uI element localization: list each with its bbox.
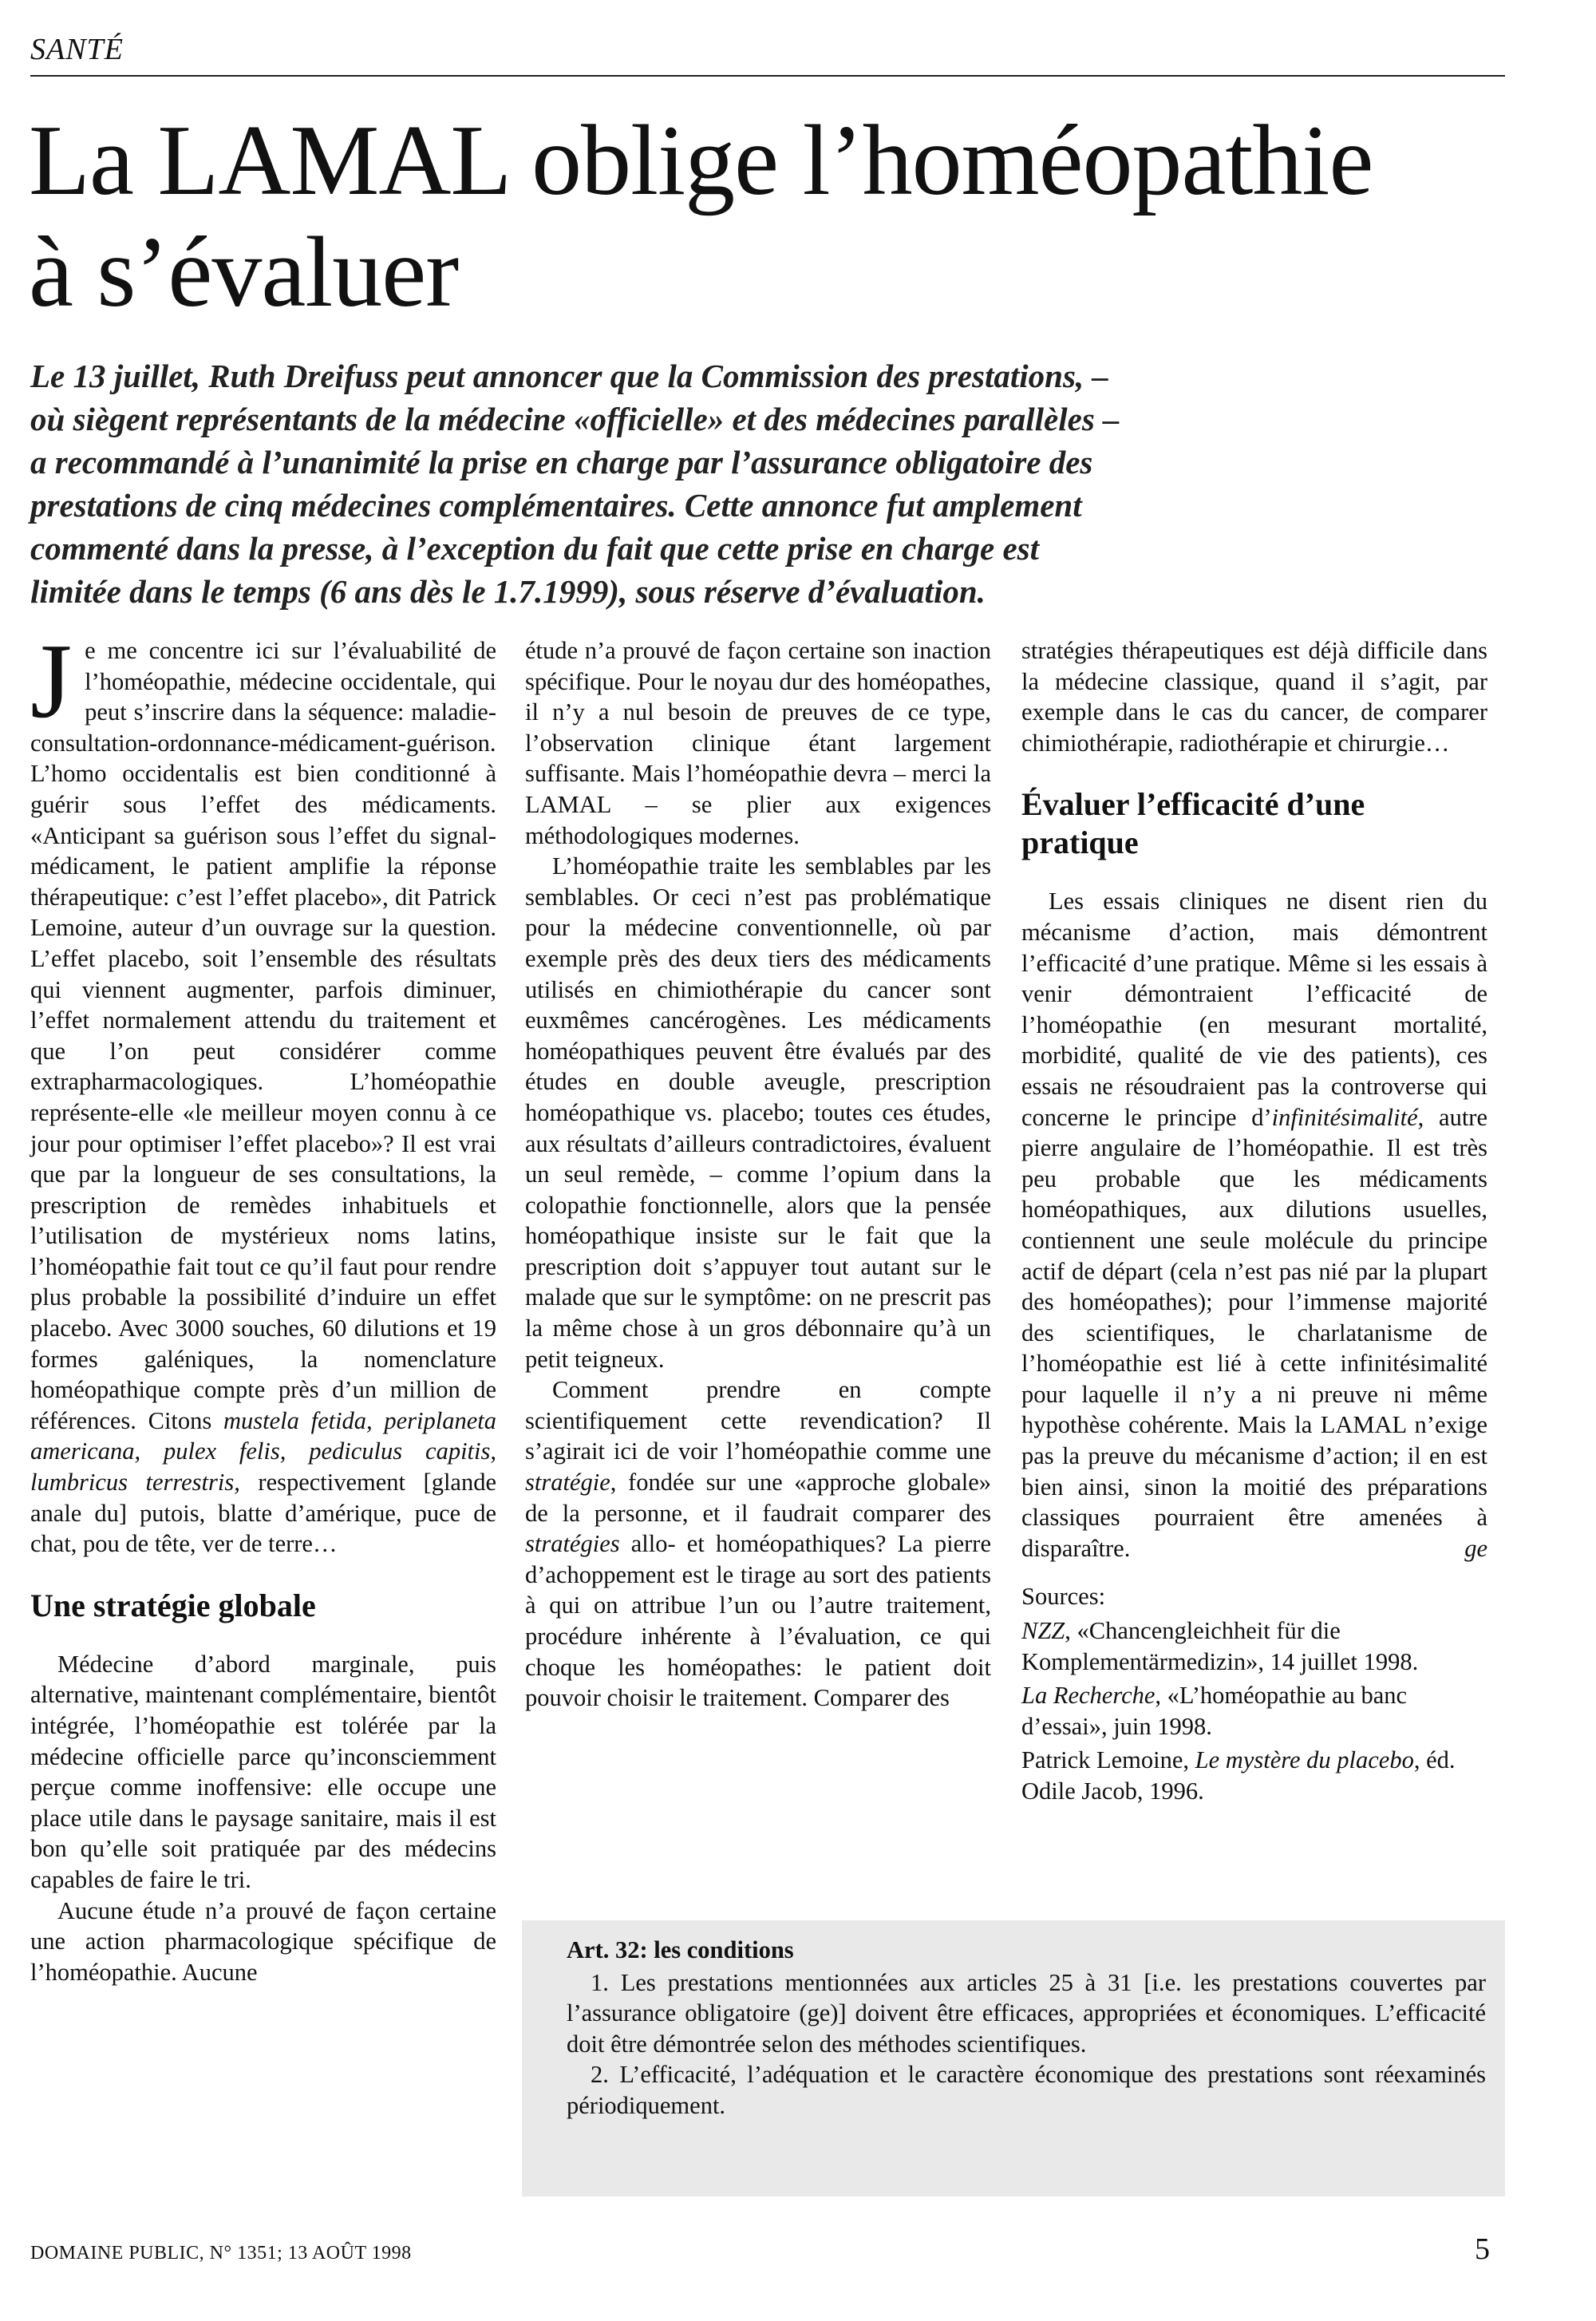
latin-names: mustela fetida, periplaneta americana, pulex felis, pediculus capitis, lumbricus terrestris, bbox=[30, 1406, 497, 1497]
emphasis: stratégie bbox=[525, 1469, 610, 1497]
box-paragraph: 1. Les prestations mentionnées aux articles 25 à 31 [i.e. les prestations couvertes par l’assurance obligatoire (ge)] doivent être efficaces, appropriées et économiques. L’efficacité doit être démontrée selon des méthodes scientifiques. bbox=[567, 1968, 1486, 2058]
text-run: Les essais cliniques ne disent rien du mécanisme d’action, mais démontrent l’efficacité d’une pratique. Même si les essais à venir démontraient l’efficacité de l’homéopathie (en mesurant mortalité, morbidité, qualité de vie des patients), ces essais ne résoudraient pas la controverse qui concerne le principe d’ bbox=[1021, 888, 1487, 1131]
text-run: respectivement [glande anale du] putois, blatte d’amérique, puce de chat, pou de tête, ver de terre… bbox=[30, 1469, 496, 1558]
paragraph: stratégies thérapeutiques est déjà difficile dans la médecine classique, quand il s’agit, par exemple dans le cas du cancer, de comparer chimiothérapie, radiothérapie et chirurgie… bbox=[1021, 637, 1487, 757]
paragraph: Aucune étude n’a prouvé de façon certaine une action pharmacologique spécifique de l’homéopathie. Aucune bbox=[30, 1896, 496, 1986]
sources-label: Sources: bbox=[1021, 1583, 1106, 1611]
title-line-1: La LAMAL oblige l’homéopathie bbox=[29, 105, 1373, 216]
text-run: allo- et homéopathiques? La pierre d’achoppement est le tirage au sort des patients à qui on attribue l’un ou l’autre traitement, procédure inhérente à l’évaluation, ce qui choque les homéopathes: le patient doit pouvoir choisir le traitement. Comparer des bbox=[525, 1530, 992, 1712]
source-title: Le mystère du placebo bbox=[1195, 1746, 1414, 1774]
sidebar-box-article-32 bbox=[522, 1920, 1505, 2196]
paragraph: Médecine d’abord marginale, puis alternative, maintenant complémentaire, bientôt intégrée, l’homéopathie est tolérée par la médecine officielle parce qu’inconsciemment perçue comme inoffensive: elle occupe une place utile dans le paysage sanitaire, mais il est bon qu’elle soit pratiquée par des médecins capables de faire le tri. bbox=[30, 1650, 496, 1893]
text-run: e me concentre ici sur l’évaluabilité de l’homéopathie, médecine occidentale, qui peut s’inscrire dans la séquence: maladie-consultation-ordonnance-médicament-guérison. L’homo occidentalis est bien conditionné à guérir sous l’effet des médicaments. «Anticipant sa guérison sous l’effet du signal-médicament, le patient amplifie la réponse thérapeutique: c’est l’effet placebo», dit Patrick Lemoine, auteur d’un ouvrage sur la question. L’effet placebo, soit l’ensemble des résultats qui viennent augmenter, parfois diminuer, l’effet normalement attendu du traitement et que l’on peut considérer comme extrapharmacologiques. L’homéopathie représente-elle «le meilleur moyen connu à ce jour pour optimiser l’effet placebo»? Il est vrai que par la longueur de ses consultations, la prescription de remèdes inhabituels et l’utilisation de mystérieux noms latins, l’homéopathie fait tout ce qu’il faut pour rendre plus probable la possibilité d’induire un effet placebo. Avec 3000 souches, 60 dilutions et 19 formes galéniques, la nomenclature homéopathique compte près d’un million de références. Citons bbox=[30, 637, 496, 1434]
text-run: Comment prendre en compte scientifiquement cette revendication? Il s’agirait ici de voir l’homéopathie comme une bbox=[525, 1376, 991, 1465]
paragraph: L’homéopathie traite les semblables par les semblables. Or ceci n’est pas problématique pour la médecine conventionnelle, où par exemple près des deux tiers des médicaments utilisés en chimiothérapie du cancer sont euxmêmes cancérogènes. Les médicaments homéopathiques peuvent être évalués par des études en double aveugle, prescription homéopathique vs. placebo; toutes ces études, aux résultats d’ailleurs contradictoires, évaluent un seul remède, – comme l’opium dans la colopathie fonctionnelle, alors que la pensée homéopathique insiste sur le fait que la prescription doit s’appuyer tout autant sur le malade que sur le symptôme: on ne prescrit pas la même chose à un gros débonnaire qu’à un petit teigneux. bbox=[525, 852, 991, 1373]
source-item bbox=[1021, 1680, 1487, 1742]
header-rule bbox=[30, 75, 1505, 77]
drop-cap: J bbox=[30, 622, 73, 740]
paragraph-intro bbox=[30, 622, 497, 1560]
subheading-strategie-globale: Une stratégie globale bbox=[30, 1587, 316, 1623]
column-2 bbox=[525, 635, 991, 1714]
article-title bbox=[29, 105, 1513, 329]
source-text: , éd. Odile Jacob, 1996. bbox=[1021, 1746, 1456, 1805]
source-text: , «Chancengleichheit für die Komplementärmedizin», 14 juillet 1998. bbox=[1021, 1617, 1419, 1675]
source-item bbox=[1021, 1615, 1487, 1677]
paragraph: étude n’a prouvé de façon certaine son inaction spécifique. Pour le noyau dur des homéopathes, il n’y a nul besoin de preuves de ce type, l’observation clinique étant largement suffisante. Mais l’homéopathie devra – merci la LAMAL – se plier aux exigences méthodologiques modernes. bbox=[525, 637, 991, 849]
section-label: SANTÉ bbox=[30, 33, 124, 66]
footer-publication: DOMAINE PUBLIC, N° 1351; 13 AOÛT 1998 bbox=[30, 2243, 412, 2264]
box-title: Art. 32: les conditions bbox=[567, 1936, 794, 1963]
sources-list bbox=[1021, 1581, 1487, 1806]
page-number: 5 bbox=[1475, 2232, 1490, 2266]
paragraph bbox=[1021, 886, 1487, 1564]
lead-line: prestations de cinq médecines complémentaires. Cette annonce fut amplement bbox=[30, 487, 1082, 524]
source-publication: NZZ bbox=[1021, 1617, 1065, 1645]
author-signature: ge bbox=[1464, 1534, 1487, 1562]
source-text: , «L’homéopathie au banc d’essai», juin 1998. bbox=[1021, 1682, 1408, 1740]
emphasis: stratégies bbox=[525, 1530, 620, 1558]
emphasis: infinitésimalité bbox=[1271, 1103, 1418, 1131]
paragraph bbox=[525, 1374, 991, 1714]
text-run: , autre pierre angulaire de l’homéopathie. Il est très peu probable que les médicaments homéopathiques, aux dilutions usuelles, contiennent une seule molécule du principe actif de départ (cela n’est pas nié par la plupart des homéopathes); pour l’immense majorité des scientifiques, le charlatanisme de l’homéopathie est lié à cette infinitésimalité pour laquelle il n’y a ni preuve ni même hypothèse cohérente. Mais la LAMAL n’exige pas la preuve du mécanisme d’action; il en est bien ainsi, sinon la moitié des préparations classiques pourraient être amenées à disparaître. bbox=[1021, 1103, 1487, 1562]
article-lead bbox=[30, 354, 1515, 613]
source-author: Patrick Lemoine, bbox=[1021, 1746, 1195, 1774]
source-publication: La Recherche bbox=[1021, 1682, 1156, 1710]
box-paragraph: 2. L’efficacité, l’adéquation et le caractère économique des prestations sont réexaminés périodiquement. bbox=[567, 2061, 1486, 2119]
lead-line: a recommandé à l’unanimité la prise en charge par l’assurance obligatoire des bbox=[30, 444, 1093, 480]
title-line-2: à s’évaluer bbox=[29, 217, 459, 328]
subheading-evaluer-efficacite: Évaluer l’efficacité d’une pratique bbox=[1021, 786, 1365, 861]
lead-line: limitée dans le temps (6 ans dès le 1.7.1999), sous réserve d’évaluation. bbox=[30, 573, 986, 610]
lead-line: où siègent représentants de la médecine «officielle» et des médecines parallèles – bbox=[30, 401, 1120, 437]
lead-line: commenté dans la presse, à l’exception du fait que cette prise en charge est bbox=[30, 530, 1040, 567]
lead-line: Le 13 juillet, Ruth Dreifuss peut annoncer que la Commission des prestations, – bbox=[30, 358, 1108, 394]
column-1 bbox=[30, 622, 497, 1987]
source-item bbox=[1021, 1745, 1487, 1806]
text-run: , fondée sur une «approche globale» de la personne, et il faudrait comparer des bbox=[525, 1469, 991, 1527]
column-3 bbox=[1021, 635, 1487, 1810]
